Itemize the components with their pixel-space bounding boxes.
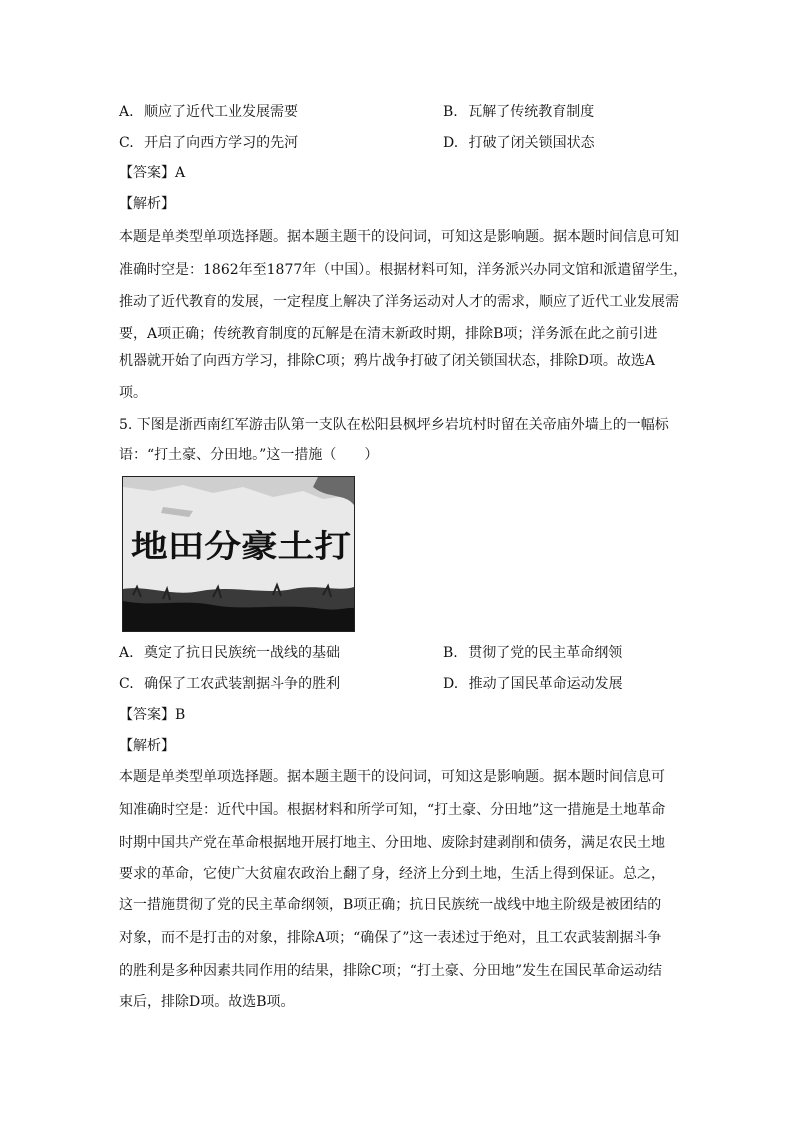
option-letter: B.	[443, 104, 458, 120]
option-letter: A.	[119, 645, 134, 661]
slogan-text: 地田分豪土打	[131, 529, 351, 565]
option-text: 奠定了抗日民族统一战线的基础	[144, 645, 341, 661]
option-text: 贯彻了党的民主革命纲领	[468, 645, 623, 661]
option-letter: D.	[443, 676, 459, 692]
q4-analysis-line: 推动了近代教育的发展，一定程度上解决了洋务运动对人才的需求，顺应了近代工业发展需	[119, 294, 679, 310]
q5-analysis-line: 本题是单类型单项选择题。据本题主题干的设问词，可知这是影响题。据本题时间信息可	[119, 769, 665, 785]
q5-analysis-title: 【解析】	[119, 738, 175, 754]
q4-option-c	[119, 134, 298, 152]
q5-analysis-line: 的胜利是多种因素共同作用的结果，排除C项；“打土豪、分田地”发生在国民革命运动结	[119, 963, 663, 979]
q4-analysis-line: 本题是单类型单项选择题。据本题主题干的设问词，可知这是影响题。据本题时间信息可知	[119, 229, 679, 245]
option-letter: A.	[119, 104, 134, 120]
option-letter: D.	[443, 135, 459, 151]
q5-analysis-line: 对象，而不是打击的对象，排除A项；“确保了”这一表述过于绝对，且工农武装割据斗争	[119, 930, 662, 946]
q5-option-d	[443, 675, 623, 693]
q4-answer: 【答案】A	[119, 165, 186, 181]
q4-analysis-title: 【解析】	[119, 196, 175, 212]
q5-analysis-line: 知准确时空是：近代中国。根据材料和所学可知，“打土豪、分田地”这一措施是土地革命	[119, 802, 666, 818]
q4-analysis-line: 机器就开始了向西方学习，排除C项；鸦片战争打破了闭关锁国状态，排除D项。故选A	[119, 353, 656, 369]
q5-analysis-line: 要求的革命，它使广大贫雇农政治上翻了身，经济上分到土地，生活上得到保证。总之，	[119, 866, 665, 882]
q4-analysis-line: 项。	[119, 385, 147, 401]
option-text: 确保了工农武装割据斗争的胜利	[144, 676, 341, 692]
option-text: 顺应了近代工业发展需要	[144, 104, 299, 120]
option-letter: B.	[443, 645, 458, 661]
q5-analysis-line: 束后，排除D项。故选B项。	[119, 994, 295, 1010]
q5-option-a	[119, 644, 340, 662]
q4-analysis-line: 准确时空是：1862年至1877年（中国）。根据材料可知，洋务派兴办同文馆和派遣留学生，	[119, 262, 688, 278]
q5-stem-line: 语：“打土豪、分田地。”这一措施（ ）	[119, 447, 379, 463]
option-text: 开启了向西方学习的先河	[144, 135, 299, 151]
q4-analysis-line: 要，A项正确；传统教育制度的瓦解是在清末新政时期，排除B项；洋务派在此之前引进	[119, 326, 658, 342]
q4-option-b	[443, 103, 594, 121]
option-text: 瓦解了传统教育制度	[468, 104, 595, 120]
q4-option-a	[119, 103, 298, 121]
option-text: 打破了闭关锁国状态	[468, 135, 595, 151]
q5-answer: 【答案】B	[119, 707, 186, 723]
option-letter: C.	[119, 135, 134, 151]
q5-stem-line: 5. 下图是浙西南红军游击队第一支队在松阳县枫坪乡岩坑村时留在关帝庙外墙上的一幅标	[119, 417, 669, 433]
option-text: 推动了国民革命运动发展	[468, 676, 623, 692]
q5-option-b	[443, 644, 622, 662]
q5-option-c	[119, 675, 340, 693]
q4-option-d	[443, 134, 595, 152]
q5-analysis-line: 这一措施贯彻了党的民主革命纲领，B项正确；抗日民族统一战线中地主阶级是被团结的	[119, 897, 662, 913]
slogan-photo-svg	[123, 477, 354, 631]
option-letter: C.	[119, 676, 134, 692]
q5-analysis-line: 时期中国共产党在革命根据地开展打地主、分田地、废除封建剥削和债务，满足农民土地	[119, 835, 665, 851]
slogan-photo	[122, 476, 355, 632]
